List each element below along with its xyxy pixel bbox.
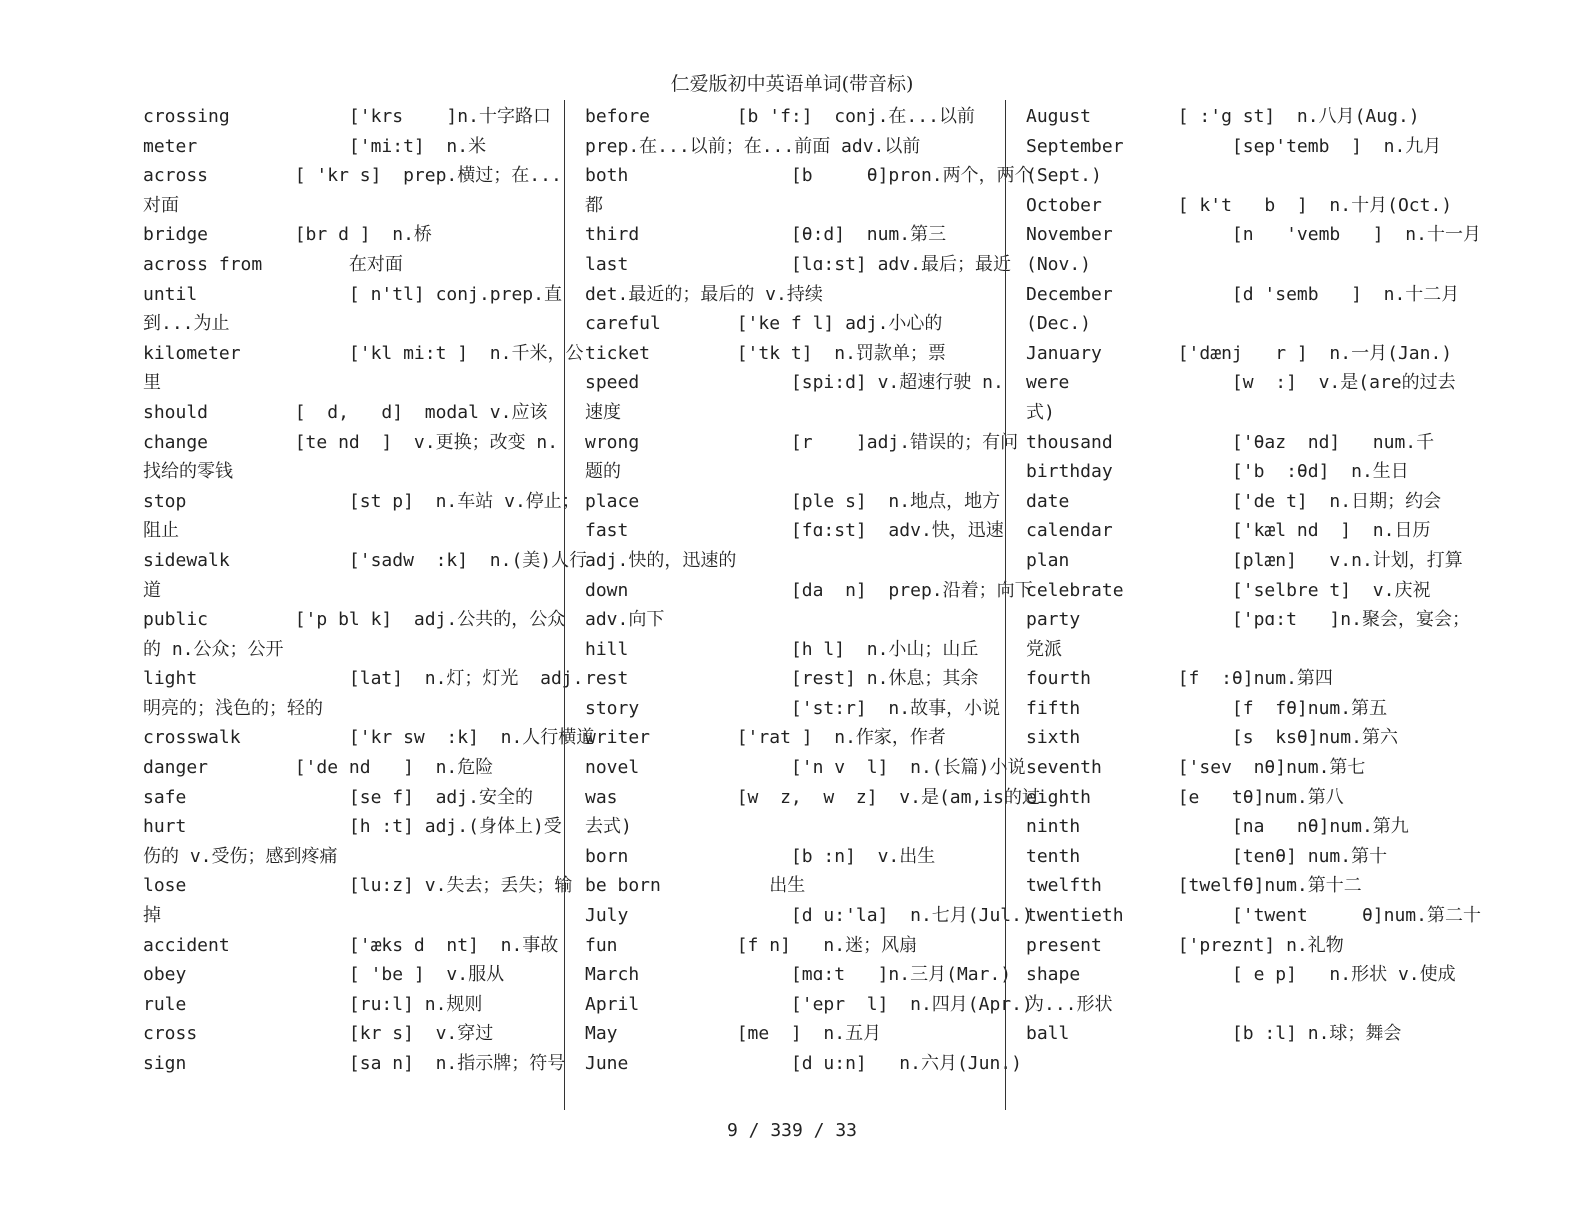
vocab-line: until [ n'tl] conj.prep.直	[143, 283, 562, 305]
vocab-line: May [me ] n.五月	[585, 1023, 882, 1045]
vocab-line: shape [ e p] n.形状 v.使成	[1026, 964, 1456, 986]
vocab-line: June [d u:n] n.六月(Jun.)	[585, 1053, 1022, 1074]
vocab-line: down [da n] prep.沿着；向下	[585, 579, 1033, 601]
vocab-line: born [b :n] v.出生	[585, 845, 936, 867]
vocab-line: accident ['æks d nt] n.事故	[143, 934, 559, 956]
vocab-line: lose [lu:z] v.失去；丢失；输	[143, 875, 573, 897]
vocab-line: sign [sa n] n.指示牌；符号	[143, 1053, 566, 1074]
vocab-line: 里	[143, 372, 161, 394]
vocab-line: twentieth ['twent θ]num.第二十	[1026, 905, 1481, 927]
vocab-line: July [d u:'la] n.七月(Jul.)	[585, 905, 1033, 927]
vocab-line: 为...形状	[1026, 993, 1113, 1015]
vocab-line: fifth [f fθ]num.第五	[1026, 697, 1388, 719]
vocab-line: November [n 'vemb ] n.十一月	[1026, 224, 1481, 246]
vocab-line: 对面	[143, 194, 179, 216]
vocab-line: 去式)	[585, 816, 632, 838]
vocab-line: wrong [r ]adj.错误的；有问	[585, 431, 1019, 453]
vocab-line: ninth [na nθ]num.第九	[1026, 816, 1409, 838]
vocab-line: present ['preznt] n.礼物	[1026, 934, 1344, 956]
vocab-line: meter ['mi:t] n.米	[143, 135, 487, 157]
vocab-line: September [sep'temb ] n.九月	[1026, 135, 1442, 157]
vocab-column-1	[143, 102, 595, 1079]
vocab-line: stop [st p] n.车站 v.停止；	[143, 490, 580, 512]
page-number: 9 / 339 / 33	[726, 1120, 858, 1141]
vocab-line: danger ['de nd ] n.危险	[143, 757, 494, 779]
vocab-line: crosswalk ['kr sw :k] n.人行横道	[143, 727, 595, 749]
vocab-line: crossing ['krs ]n.十字路口	[143, 106, 551, 127]
vocab-line: January ['dænj r ] n.一月(Jan.)	[1026, 342, 1453, 364]
vocab-line: (Nov.)	[1026, 253, 1092, 275]
vocab-line: April ['epr l] n.四月(Apr.)	[585, 993, 1033, 1015]
vocab-line: fast [fɑ:st] adv.快，迅速	[585, 520, 1004, 542]
vocab-line: 的 n.公众；公开	[143, 638, 284, 660]
vocab-line: 到...为止	[143, 313, 230, 335]
vocab-line: sidewalk ['sadw :k] n.(美)人行	[143, 549, 588, 571]
vocab-line: (Sept.)	[1026, 165, 1102, 187]
vocab-line: det.最近的；最后的 v.持续	[585, 283, 823, 305]
vocab-line: ticket ['tk t] n.罚款单；票	[585, 342, 946, 364]
vocab-line: birthday ['b :θd] n.生日	[1026, 461, 1409, 483]
vocab-line: eighth [e tθ]num.第八	[1026, 786, 1344, 808]
vocab-line: writer ['rat ] n.作家，作者	[585, 727, 946, 749]
vocab-line: careful ['ke f l] adj.小心的	[585, 313, 943, 335]
vocab-line: party ['pɑ:t ]n.聚会，宴会；	[1026, 609, 1470, 631]
vocab-line: bridge [br d ] n.桥	[143, 224, 432, 246]
vocab-line: fun [f n] n.迷；风扇	[585, 934, 918, 956]
vocab-line: cross [kr s] v.穿过	[143, 1023, 494, 1045]
vocab-line: safe [se f] adj.安全的	[143, 786, 533, 808]
vocab-line: last [lɑ:st] adv.最后；最近	[585, 253, 1011, 275]
vocab-line: change [te nd ] v.更换；改变 n.	[143, 431, 559, 453]
vocab-line: 党派	[1026, 638, 1062, 660]
vocab-line: seventh ['sev nθ]num.第七	[1026, 757, 1366, 779]
vocab-line: rest [rest] n.休息；其余	[585, 668, 979, 690]
vocab-line: novel ['n v l] n.(长篇)小说	[585, 757, 1026, 779]
vocab-line: obey [ 'be ] v.服从	[143, 964, 505, 986]
vocab-line: story ['st:r] n.故事，小说	[585, 697, 1001, 719]
vocab-line: 伤的 v.受伤；感到疼痛	[143, 845, 338, 867]
vocab-line: fourth [f :θ]num.第四	[1026, 668, 1333, 690]
vocab-line: both [b θ]pron.两个，两个	[585, 165, 1033, 187]
vocab-line: speed [spi:d] v.超速行驶 n.	[585, 372, 1004, 394]
vocab-line: thousand ['θaz nd] num.千	[1026, 431, 1435, 453]
vocab-line: kilometer ['kl mi:t ] n.千米，公	[143, 342, 584, 364]
page-title: 仁爱版初中英语单词(带音标)	[670, 73, 914, 95]
vocab-line: October [ k't b ] n.十月(Oct.)	[1026, 194, 1453, 216]
vocab-line: ball [b :l] n.球；舞会	[1026, 1023, 1402, 1045]
vocab-line: should [ d, d] modal v.应该	[143, 401, 548, 423]
vocab-line: be born 出生	[585, 875, 806, 897]
vocab-line: prep.在...以前；在...前面 adv.以前	[585, 135, 921, 157]
vocab-line: public ['p bl k] adj.公共的，公众	[143, 609, 566, 631]
vocab-line: March [mɑ:t ]n.三月(Mar.)	[585, 964, 1012, 986]
vocab-line: 题的	[585, 461, 621, 483]
vocab-line: hill [h l] n.小山；山丘	[585, 638, 979, 660]
vocab-line: celebrate ['selbre t] v.庆祝	[1026, 579, 1431, 601]
column-divider	[564, 100, 565, 1110]
vocab-column-3	[1026, 102, 1481, 1049]
vocab-line: (Dec.)	[1026, 313, 1092, 335]
vocab-line: across [ 'kr s] prep.横过；在...	[143, 165, 562, 187]
vocab-line: place [ple s] n.地点，地方	[585, 490, 1001, 512]
vocab-line: before [b 'f:] conj.在...以前	[585, 106, 975, 127]
vocab-column-2	[585, 102, 1040, 1079]
vocab-line: rule [ru:l] n.规则	[143, 993, 483, 1015]
vocab-line: 速度	[585, 401, 621, 423]
vocab-line: tenth [tenθ] num.第十	[1026, 845, 1388, 867]
column-divider	[1005, 100, 1006, 1110]
vocab-line: 都	[585, 194, 603, 216]
vocab-line: were [w :] v.是(are的过去	[1026, 372, 1456, 394]
vocab-line: sixth [s ksθ]num.第六	[1026, 727, 1398, 749]
vocab-line: 式)	[1026, 401, 1055, 423]
vocab-line: 道	[143, 579, 161, 601]
vocab-line: was [w z, w z] v.是(am,is的过	[585, 786, 1040, 808]
vocab-line: twelfth [twelfθ]num.第十二	[1026, 875, 1362, 897]
vocab-line: August [ :'g st] n.八月(Aug.)	[1026, 106, 1420, 127]
vocab-line: hurt [h :t] adj.(身体上)受	[143, 816, 562, 838]
vocab-line: 明亮的；浅色的；轻的	[143, 697, 323, 719]
vocab-line: 掉	[143, 905, 161, 927]
vocab-line: light [lat] n.灯；灯光 adj.	[143, 668, 584, 690]
vocab-line: calendar ['kæl nd ] n.日历	[1026, 520, 1431, 542]
vocab-line: December [d 'semb ] n.十二月	[1026, 283, 1460, 305]
vocab-line: plan [plæn] v.n.计划，打算	[1026, 549, 1463, 571]
vocab-line: date ['de t] n.日期；约会	[1026, 490, 1442, 512]
vocab-line: 找给的零钱	[143, 461, 233, 483]
vocab-line: 阻止	[143, 520, 179, 542]
vocab-line: third [θ:d] num.第三	[585, 224, 947, 246]
vocab-line: adv.向下	[585, 609, 665, 631]
vocab-line: across from 在对面	[143, 253, 403, 275]
vocab-line: adj.快的，迅速的	[585, 549, 737, 571]
